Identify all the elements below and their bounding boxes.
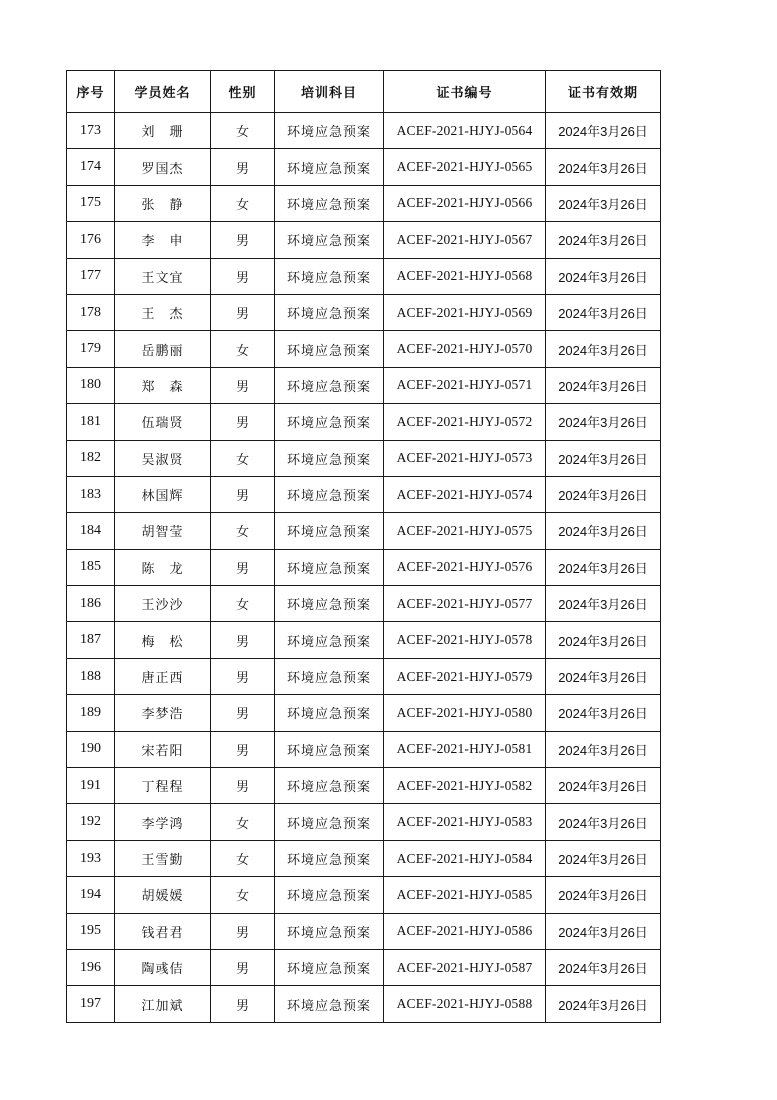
cell-student-name: 伍瑞贤 (115, 404, 211, 440)
cell-certificate-validity: 2024年3月26日 (546, 367, 661, 403)
cell-student-name: 胡智莹 (115, 513, 211, 549)
cell-gender: 男 (211, 731, 275, 767)
table-row (67, 367, 661, 403)
cell-training-subject: 环境应急预案 (275, 840, 384, 876)
cell-certificate-validity: 2024年3月26日 (546, 586, 661, 622)
table-row (67, 768, 661, 804)
cell-training-subject: 环境应急预案 (275, 622, 384, 658)
cell-gender: 女 (211, 185, 275, 221)
cell-certificate-number: ACEF-2021-HJYJ-0575 (384, 513, 546, 549)
cell-training-subject: 环境应急预案 (275, 440, 384, 476)
cell-serial-number: 184 (67, 513, 115, 549)
cell-student-name: 王沙沙 (115, 586, 211, 622)
table-row (67, 877, 661, 913)
cell-serial-number: 175 (67, 185, 115, 221)
table-row (67, 331, 661, 367)
cell-student-name: 宋若阳 (115, 731, 211, 767)
cell-gender: 男 (211, 658, 275, 694)
cell-serial-number: 185 (67, 549, 115, 585)
cell-gender: 男 (211, 404, 275, 440)
table-row (67, 404, 661, 440)
table-row (67, 149, 661, 185)
cell-training-subject: 环境应急预案 (275, 222, 384, 258)
cell-serial-number: 195 (67, 913, 115, 949)
cell-certificate-validity: 2024年3月26日 (546, 513, 661, 549)
cell-student-name: 梅 松 (115, 622, 211, 658)
table-row (67, 513, 661, 549)
cell-serial-number: 189 (67, 695, 115, 731)
cell-gender: 男 (211, 222, 275, 258)
cell-serial-number: 178 (67, 294, 115, 330)
cell-training-subject: 环境应急预案 (275, 804, 384, 840)
header-gender: 性别 (211, 71, 275, 113)
cell-certificate-validity: 2024年3月26日 (546, 622, 661, 658)
table-row (67, 622, 661, 658)
header-training-subject: 培训科目 (275, 71, 384, 113)
table-row (67, 258, 661, 294)
cell-student-name: 李学鸿 (115, 804, 211, 840)
cell-training-subject: 环境应急预案 (275, 913, 384, 949)
cell-gender: 女 (211, 877, 275, 913)
cell-student-name: 王 杰 (115, 294, 211, 330)
table-row (67, 113, 661, 149)
cell-training-subject: 环境应急预案 (275, 149, 384, 185)
cell-training-subject: 环境应急预案 (275, 513, 384, 549)
cell-serial-number: 193 (67, 840, 115, 876)
cell-student-name: 吴淑贤 (115, 440, 211, 476)
cell-training-subject: 环境应急预案 (275, 476, 384, 512)
cell-training-subject: 环境应急预案 (275, 949, 384, 985)
cell-student-name: 岳鹏丽 (115, 331, 211, 367)
cell-training-subject: 环境应急预案 (275, 695, 384, 731)
cell-certificate-number: ACEF-2021-HJYJ-0567 (384, 222, 546, 258)
cell-serial-number: 183 (67, 476, 115, 512)
cell-certificate-validity: 2024年3月26日 (546, 476, 661, 512)
cell-certificate-number: ACEF-2021-HJYJ-0583 (384, 804, 546, 840)
cell-certificate-validity: 2024年3月26日 (546, 149, 661, 185)
cell-certificate-validity: 2024年3月26日 (546, 331, 661, 367)
cell-training-subject: 环境应急预案 (275, 185, 384, 221)
cell-training-subject: 环境应急预案 (275, 113, 384, 149)
cell-certificate-number: ACEF-2021-HJYJ-0572 (384, 404, 546, 440)
cell-certificate-number: ACEF-2021-HJYJ-0584 (384, 840, 546, 876)
header-certificate-number: 证书编号 (384, 71, 546, 113)
cell-certificate-number: ACEF-2021-HJYJ-0588 (384, 986, 546, 1022)
cell-student-name: 李 申 (115, 222, 211, 258)
table-row (67, 549, 661, 585)
cell-certificate-validity: 2024年3月26日 (546, 804, 661, 840)
cell-serial-number: 174 (67, 149, 115, 185)
cell-gender: 男 (211, 768, 275, 804)
cell-training-subject: 环境应急预案 (275, 877, 384, 913)
cell-serial-number: 177 (67, 258, 115, 294)
cell-gender: 男 (211, 149, 275, 185)
cell-student-name: 王文宜 (115, 258, 211, 294)
cell-serial-number: 188 (67, 658, 115, 694)
table-header-row (67, 71, 661, 113)
cell-serial-number: 173 (67, 113, 115, 149)
cell-serial-number: 192 (67, 804, 115, 840)
table-row (67, 913, 661, 949)
cell-certificate-validity: 2024年3月26日 (546, 549, 661, 585)
cell-serial-number: 190 (67, 731, 115, 767)
cell-serial-number: 180 (67, 367, 115, 403)
cell-training-subject: 环境应急预案 (275, 586, 384, 622)
cell-certificate-validity: 2024年3月26日 (546, 113, 661, 149)
cell-certificate-validity: 2024年3月26日 (546, 440, 661, 476)
cell-certificate-number: ACEF-2021-HJYJ-0581 (384, 731, 546, 767)
cell-gender: 男 (211, 549, 275, 585)
cell-training-subject: 环境应急预案 (275, 367, 384, 403)
table-row (67, 840, 661, 876)
cell-gender: 男 (211, 367, 275, 403)
cell-certificate-validity: 2024年3月26日 (546, 840, 661, 876)
cell-training-subject: 环境应急预案 (275, 404, 384, 440)
table-row (67, 222, 661, 258)
table-row (67, 949, 661, 985)
cell-training-subject: 环境应急预案 (275, 331, 384, 367)
cell-certificate-number: ACEF-2021-HJYJ-0585 (384, 877, 546, 913)
cell-certificate-validity: 2024年3月26日 (546, 294, 661, 330)
certificate-table (66, 70, 661, 1023)
cell-gender: 男 (211, 476, 275, 512)
cell-gender: 男 (211, 949, 275, 985)
table-row (67, 294, 661, 330)
cell-certificate-number: ACEF-2021-HJYJ-0586 (384, 913, 546, 949)
cell-student-name: 丁程程 (115, 768, 211, 804)
cell-certificate-number: ACEF-2021-HJYJ-0566 (384, 185, 546, 221)
cell-certificate-number: ACEF-2021-HJYJ-0577 (384, 586, 546, 622)
cell-serial-number: 191 (67, 768, 115, 804)
cell-serial-number: 186 (67, 586, 115, 622)
table-body (67, 113, 661, 1023)
cell-certificate-number: ACEF-2021-HJYJ-0568 (384, 258, 546, 294)
table-row (67, 476, 661, 512)
cell-certificate-number: ACEF-2021-HJYJ-0580 (384, 695, 546, 731)
cell-certificate-number: ACEF-2021-HJYJ-0574 (384, 476, 546, 512)
cell-training-subject: 环境应急预案 (275, 986, 384, 1022)
cell-certificate-validity: 2024年3月26日 (546, 768, 661, 804)
cell-certificate-validity: 2024年3月26日 (546, 731, 661, 767)
certificate-table-page (66, 70, 660, 1023)
cell-certificate-validity: 2024年3月26日 (546, 404, 661, 440)
cell-student-name: 刘 珊 (115, 113, 211, 149)
cell-training-subject: 环境应急预案 (275, 768, 384, 804)
cell-student-name: 陈 龙 (115, 549, 211, 585)
cell-gender: 女 (211, 440, 275, 476)
cell-student-name: 钱君君 (115, 913, 211, 949)
cell-serial-number: 181 (67, 404, 115, 440)
cell-certificate-number: ACEF-2021-HJYJ-0578 (384, 622, 546, 658)
header-student-name: 学员姓名 (115, 71, 211, 113)
table-row (67, 695, 661, 731)
cell-student-name: 林国辉 (115, 476, 211, 512)
cell-certificate-validity: 2024年3月26日 (546, 185, 661, 221)
cell-training-subject: 环境应急预案 (275, 731, 384, 767)
cell-certificate-number: ACEF-2021-HJYJ-0576 (384, 549, 546, 585)
cell-gender: 女 (211, 840, 275, 876)
table-row (67, 986, 661, 1022)
cell-student-name: 张 静 (115, 185, 211, 221)
cell-certificate-validity: 2024年3月26日 (546, 877, 661, 913)
cell-certificate-number: ACEF-2021-HJYJ-0587 (384, 949, 546, 985)
header-serial-number: 序号 (67, 71, 115, 113)
cell-serial-number: 197 (67, 986, 115, 1022)
cell-serial-number: 187 (67, 622, 115, 658)
table-row (67, 185, 661, 221)
cell-student-name: 江加斌 (115, 986, 211, 1022)
cell-gender: 男 (211, 913, 275, 949)
cell-gender: 男 (211, 695, 275, 731)
cell-gender: 女 (211, 331, 275, 367)
table-row (67, 804, 661, 840)
cell-certificate-validity: 2024年3月26日 (546, 695, 661, 731)
cell-certificate-validity: 2024年3月26日 (546, 913, 661, 949)
header-certificate-validity: 证书有效期 (546, 71, 661, 113)
cell-gender: 女 (211, 804, 275, 840)
cell-certificate-number: ACEF-2021-HJYJ-0569 (384, 294, 546, 330)
cell-gender: 女 (211, 513, 275, 549)
cell-training-subject: 环境应急预案 (275, 549, 384, 585)
cell-student-name: 郑 森 (115, 367, 211, 403)
cell-training-subject: 环境应急预案 (275, 258, 384, 294)
cell-serial-number: 182 (67, 440, 115, 476)
cell-gender: 男 (211, 986, 275, 1022)
cell-certificate-validity: 2024年3月26日 (546, 258, 661, 294)
cell-certificate-number: ACEF-2021-HJYJ-0579 (384, 658, 546, 694)
cell-gender: 男 (211, 258, 275, 294)
cell-certificate-validity: 2024年3月26日 (546, 222, 661, 258)
cell-certificate-number: ACEF-2021-HJYJ-0573 (384, 440, 546, 476)
cell-certificate-validity: 2024年3月26日 (546, 658, 661, 694)
cell-certificate-number: ACEF-2021-HJYJ-0564 (384, 113, 546, 149)
table-row (67, 440, 661, 476)
cell-certificate-number: ACEF-2021-HJYJ-0571 (384, 367, 546, 403)
cell-serial-number: 179 (67, 331, 115, 367)
table-row (67, 658, 661, 694)
cell-student-name: 王雪勤 (115, 840, 211, 876)
cell-student-name: 罗国杰 (115, 149, 211, 185)
cell-serial-number: 194 (67, 877, 115, 913)
cell-certificate-number: ACEF-2021-HJYJ-0582 (384, 768, 546, 804)
cell-certificate-number: ACEF-2021-HJYJ-0565 (384, 149, 546, 185)
cell-student-name: 陶彧佶 (115, 949, 211, 985)
cell-student-name: 胡媛媛 (115, 877, 211, 913)
cell-certificate-validity: 2024年3月26日 (546, 949, 661, 985)
cell-certificate-number: ACEF-2021-HJYJ-0570 (384, 331, 546, 367)
table-row (67, 586, 661, 622)
cell-certificate-validity: 2024年3月26日 (546, 986, 661, 1022)
cell-training-subject: 环境应急预案 (275, 294, 384, 330)
cell-student-name: 唐正西 (115, 658, 211, 694)
cell-serial-number: 176 (67, 222, 115, 258)
cell-gender: 女 (211, 586, 275, 622)
table-row (67, 731, 661, 767)
cell-training-subject: 环境应急预案 (275, 658, 384, 694)
cell-gender: 女 (211, 113, 275, 149)
cell-gender: 男 (211, 294, 275, 330)
cell-serial-number: 196 (67, 949, 115, 985)
cell-student-name: 李梦浩 (115, 695, 211, 731)
cell-gender: 男 (211, 622, 275, 658)
